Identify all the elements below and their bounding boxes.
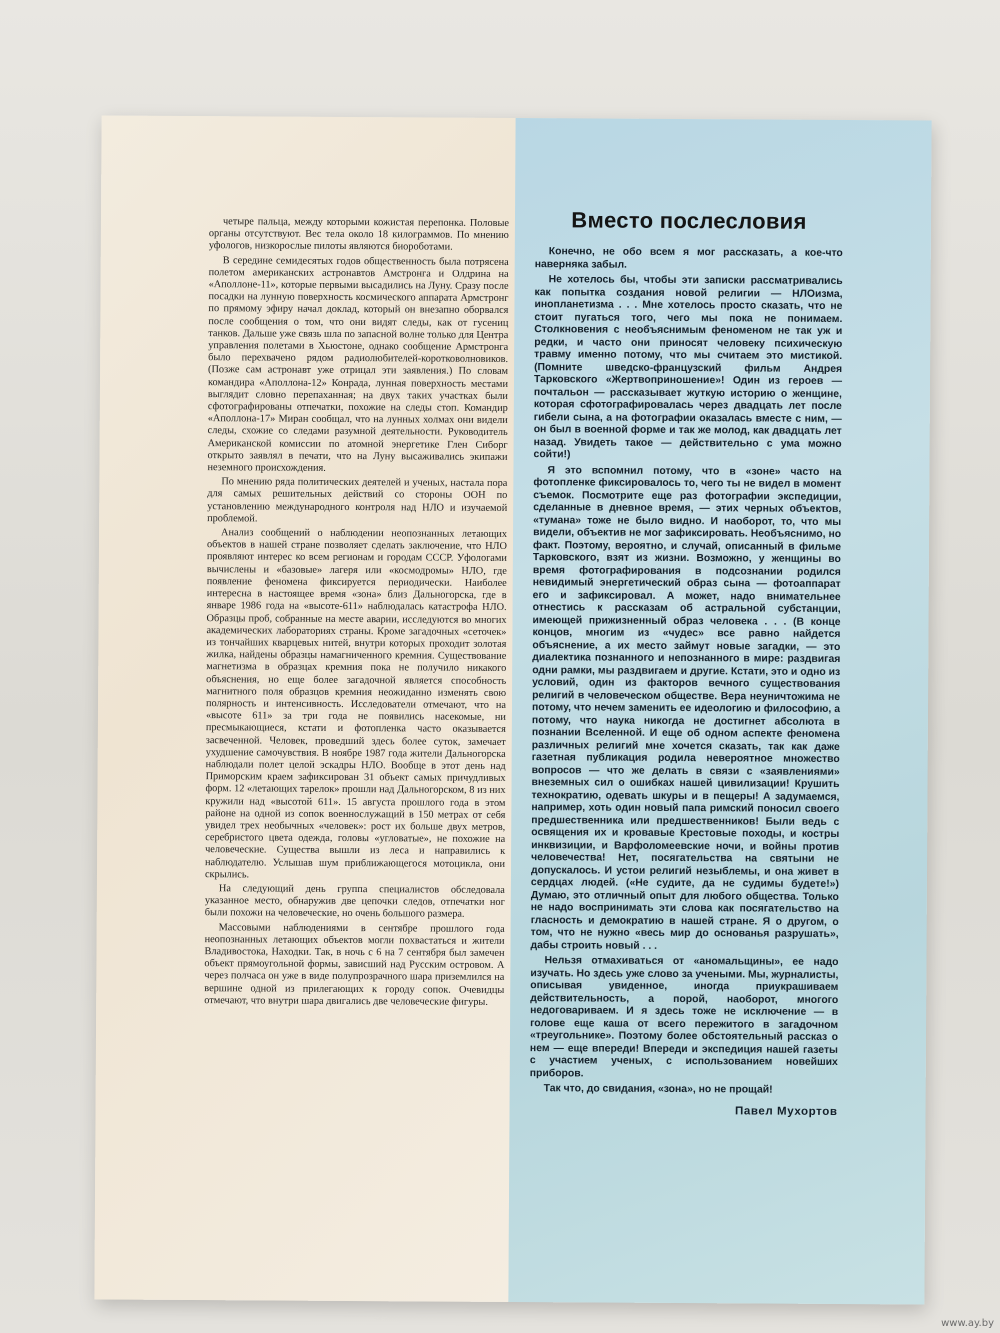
- afterword-paragraph: Я это вспомнил потому, что в «зоне» часто на фотопленке фиксировалось то, чего ты не видел в момент съемок. Посмотрите еще раз фотографии экспедиции, сделанные в дневное время, — этих черных объектов, «тумана» тоже не было видно. И наоборот, то, что мы видели, объектив не мог зафиксировать. Необъяснимо, но факт. Поэтому, вероятно, и случай, описанный в фильме Тарковского, взят из жизни. Возможно, у женщины во время фотографирования в подсознании родился невидимый энергетический образ сына — фотоаппарат его и зафиксировал. А может, надо внимательнее отнестись к рассказам об астральной субстанции, имеющей прижизненный образ человека . . . (В конце концов, многим из «чудес» все равно найдется объяснение, а их место займут новые загадки, — это диалектика познанного и непознанного в мире: раздвигая одни рамки, мы раздвигаем и другие. Кстати, это и одно из условий, один из факторов вечного существования религий в человеческом обществе. Вера неуничтожима не потому, что нечем заменить ее идеологию и философию, а потому, что наука никогда не достигнет абсолюта в познании Вселенной. И еще об одном аспекте феномена различных религий мне хочется сказать, так как даже газетная публикация родила невероятное множество вопросов — что же делать в связи с «заявлениями» внеземных сил о ошибках нашей цивилизации! Крушить технократию, одевать шкуры и в пещеры! А задумаемся, например, хоть один новый папа римский поносил своего предшественника или предшественников! Были ведь с освящения их и кровавые Крестовые походы, и костры инквизиции, и Варфоломеевские ночи, и войны против человечества! Нет, посягательства на святыни не допускалось. И устои религий незыблемы, и она живет в сердцах людей. («Не судите, да не судимы будете!») Думаю, это отличный опыт для любого общества. Только не надо воспринимать эти слова как посягательство на гласность и демократию в нашей стране. Я о другом, о том, что не нужно «весь мир до основанья разрушать», дабы строить новый . . .: [530, 464, 842, 952]
- article-paragraph: Анализ сообщений о наблюдении неопознанных летающих объектов в нашей стране позволяет сделать заключение, что НЛО проявляют интерес ко всем регионам и городам СССР. Уфологами вычислены и «базовые» лагеря или «космодромы» НЛО, где появление феномена фиксируется периодически. Наиболее интересна в настоящее время «зона» близ Дальногорска, где в январе 1986 года на «высоте-611» наблюдалась катастрофа НЛО. Образцы проб, собранные на месте аварии, исследуются во многих академических лабораториях страны. Кроме загадочных «сеточек» из тончайших кварцевых нитей, внутри которых проходит золотая жилка, найдены образцы намагниченного кремния. Существование магнетизма в образцах кремния пока не получило никакого объяснения, но еще более загадочной является способность магнитного поля образцов кремния неожиданно изменять свою полярность и интенсивность. Исследователи отмечают, что на «высоте 611» за три года не появились насекомые, ни пресмыкающиеся, кстати и фотопленка часто оказывается засвеченной. Человек, проведший здесь более суток, замечает ухудшение самочувствия. В ноябре 1987 года жители Дальногорска наблюдали полет целой эскадры НЛО. Вообще в этот день над Приморским краем зафиксирован 31 объект самых причудливых форм. 12 «летающих тарелок» прошли над Дальногорском, 8 из них кружили над «высотой 611». 15 августа прошлого года в этом районе на одной из сопок военнослужащий в 150 метрах от себя увидел трех необычных «человек»: рост их больше двух метров, серебристого цвета одежда, головы «угловатые», не похожие на человеческие. Существа вышли из леса и направились к наблюдателю. Услышав шум приближающегося мотоцикла, они скрылись.: [204, 527, 508, 881]
- article-paragraph: четыре пальца, между которыми кожистая перепонка. Половые органы отсутствуют. Вес тела около 18 килограммов. По мнению уфологов, низкорослые пилоты являются биороботами.: [208, 216, 510, 254]
- article-paragraph: По мнению ряда политических деятелей и ученых, настала пора для самых решительных действий со стороны ООН по установлению международного контроля над НЛО и изучаемой проблемой.: [207, 476, 508, 525]
- afterword-paragraph: Конечно, не обо всем я мог рассказать, а кое-что наверняка забыл.: [534, 246, 843, 271]
- site-watermark: www.ay.by: [941, 1318, 994, 1329]
- author-signature: Павел Мухортов: [734, 1104, 838, 1118]
- afterword-heading: Вместо послесловия: [571, 207, 807, 234]
- afterword-column: [530, 206, 844, 1118]
- left-article-column: [204, 216, 509, 1011]
- newspaper-sheet: [94, 115, 931, 1304]
- article-paragraph: Массовыми наблюдениями в сентябре прошлого года неопознанных летающих объектов могли похвастаться и жители Владивостока, Находки. Так, в ночь с 6 на 7 сентября был замечен объект прямоугольной формы, зависший над Русским островом. А через полчаса он уже в виде полупрозрачного шара приземлился на вершине одной из прилегающих к городу сопок. Очевидцы отмечают, что внутри шара двигались две человеческие фигуры.: [204, 921, 505, 1008]
- afterword-paragraph: Не хотелось бы, чтобы эти записки рассматривались как попытка создания новой религии — НЛОизма, инопланетизма . . . Мне хотелось просто сказать, что не стоит пугаться того, чего мы пока не понимаем. Столкновения с необъяснимым феноменом не так уж и редки, и часто они приносят человеку психическую травму именно потому, что мы считаем это мистикой. (Помните шведско-французский фильм Андрея Тарковского «Жертвоприношение»! Один из героев — почтальон — рассказывает жуткую историю о женщине, которая сфотографировалась через двадцать лет после гибели сына, а на фотографии оказалась вместе с ним, — он был в военной форме и так же молод, как двадцать лет назад. Увидеть такое — действительно с ума можно сойти!): [533, 274, 843, 461]
- article-paragraph: В середине семидесятых годов общественность была потрясена полетом американских астронавтов Амстронга и Олдрина на «Аполлоне-11», которые первыми высадились на Луну. Сразу после посадки на лунную поверхность космического аппарата Армстронг по прямому эфиру начал доклад, который он внезапно оборвался после сообщения о том, что они видят следы, как от гусениц танков. Дальше уже связь шла по запасной волне только для Центра управления полетами в Хьюстоне, однако сообщение Армстронга было перехвачено рядом радиолюбителей-коротковолновиков. (Позже сам астронавт уже отрицал эти заявления.) По словам командира «Аполлона-12» Конрада, лунная поверхность местами выглядит словно перепаханная; на двух таких участках были сфотографированы отпечатки, похожие на следы стоп. Командир «Аполлона-17» Миран сообщал, что на лунных холмах они видели следы, схожие со следами разумной деятельности. Руководитель Американской комиссии по атомной энергетике Глен Сиборг открыто заявлял в печати, что на Луну высаживались экипажи неземного происхождения.: [207, 254, 509, 474]
- article-paragraph: На следующий день группа специалистов обследовала указанное место, обнаружив две цепочки следов, отпечатки ног были похожи на человеческие, но очень большого размера.: [204, 883, 505, 921]
- afterword-paragraph: Нельзя отмахиваться от «аномальщины», ее надо изучать. Но здесь уже слово за учеными. Мы, журналисты, описывая увиденное, иногда приукрашиваем действительность, а порой, наоборот, многого недоговариваем. И я здесь тоже не исключение — в голове еще каша от всего пережитого в загадочном «треугольнике». Поэтому более обстоятельный рассказ о нем — еще впереди! Впереди и экспедиция нашей газеты с участием ученых, с использованием новейших приборов.: [529, 955, 839, 1079]
- afterword-paragraph: Так что, до свидания, «зона», но не прощай!: [543, 1083, 773, 1096]
